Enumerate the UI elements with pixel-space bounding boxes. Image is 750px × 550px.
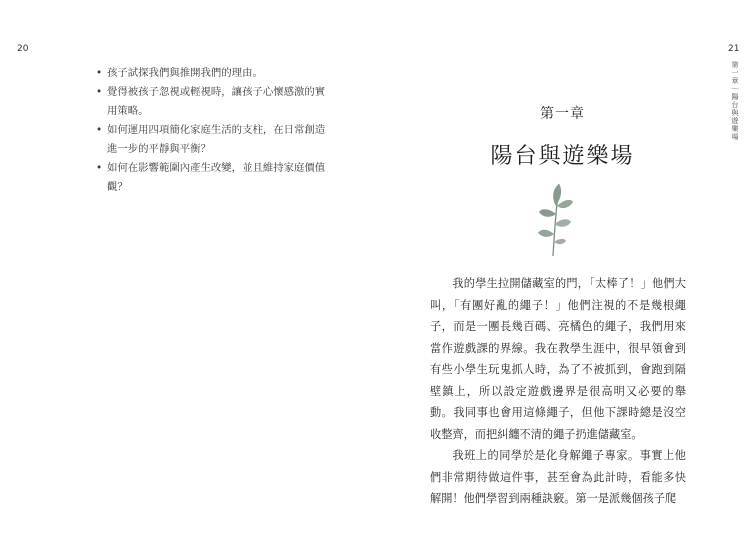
chapter-title: 陽台與遊樂場 xyxy=(490,144,635,169)
leaf-sprig-icon xyxy=(535,176,575,258)
list-item: • 如何在影響範圍內產生改變，並且維持家庭價值觀？ xyxy=(96,159,332,197)
list-item: • 覺得被孩子忽視或輕視時，讓孩子心懷感激的實用策略。 xyxy=(96,83,332,121)
list-item: • 如何運用四項簡化家庭生活的支柱，在日常創造進一步的平靜與平衡？ xyxy=(96,121,332,159)
right-page xyxy=(375,0,750,550)
body-text xyxy=(430,273,686,510)
page-number: 21 xyxy=(728,44,740,54)
page-number: 20 xyxy=(17,44,29,54)
paragraph: 我班上的同學於是化身解繩子專家。事實上他們非常期待做這件事，甚至會為此計時，看能多快解開！他們學習到兩種訣竅。第一是派幾個孩子爬 xyxy=(430,449,686,505)
chapter-label: 第一章 xyxy=(540,106,585,122)
bullet-list xyxy=(96,64,332,197)
paragraph: 我的學生拉開儲藏室的門，「太棒了！」他們大叫，「有團好亂的繩子！」他們注視的不是幾根繩子，而是一團長幾百碼、亮橘色的繩子，我們用來當作遊戲課的界線。我在教學生涯中，很早領會到有些小學生玩鬼抓人時，為了不被抓到，會跑到隔壁鎮上，所以設定遊戲邊界是很高明又必要的舉動。我同事也會用這條繩子，但他下課時總是沒空收整齊，而把糾纏不清的繩子扔進儲藏室。 xyxy=(430,277,686,441)
list-item: • 孩子試探我們與推開我們的理由。 xyxy=(96,64,332,83)
running-head: 第一章｜陽台與遊樂場 xyxy=(731,61,739,141)
